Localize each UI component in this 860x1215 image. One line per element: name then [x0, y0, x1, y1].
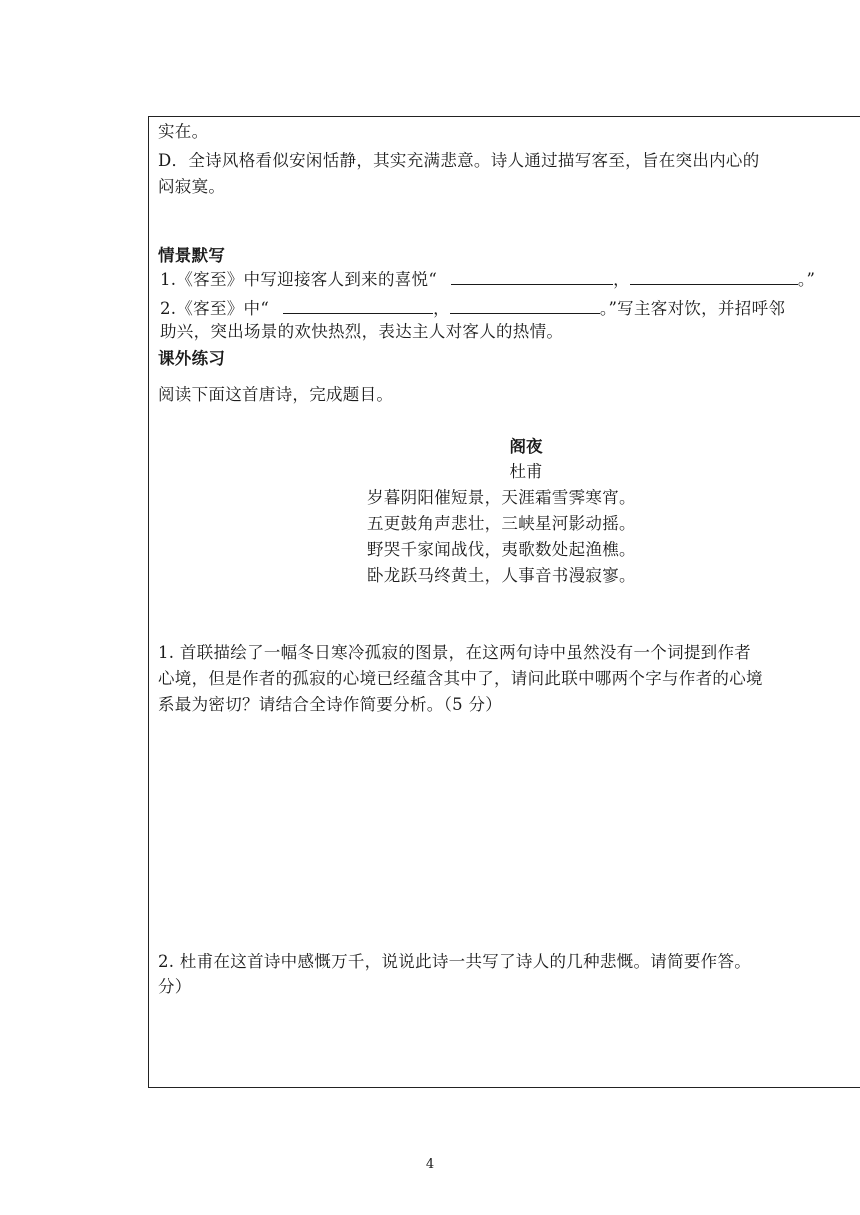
- q1-blank-2[interactable]: [630, 268, 798, 285]
- q1-prefix: 1.《客至》中写迎接客人到来的喜悦“: [160, 270, 438, 289]
- poem-line-3: 野哭千家闻战伐，夷歌数处起渔樵。: [367, 540, 636, 559]
- dictation-question-1: [160, 268, 815, 290]
- page-number: 4: [425, 1157, 435, 1172]
- q2-blank-2[interactable]: [450, 297, 600, 314]
- content-table-border: [148, 116, 860, 1088]
- q1-blank-1[interactable]: [451, 268, 613, 285]
- question-1-line-2: 心境，但是作者的孤寂的心境已经蕴含其中了，请问此联中哪两个字与作者的心境: [158, 669, 763, 688]
- reading-instruction: 阅读下面这首唐诗，完成题目。: [158, 385, 394, 404]
- poem-line-1: 岁暮阴阳催短景，天涯霜雪霁寒宵。: [367, 488, 636, 507]
- question-2-line-2: 分）: [158, 977, 192, 996]
- section-heading-dictation: 情景默写: [158, 246, 226, 265]
- continuation-text: 实在。: [158, 122, 209, 141]
- dictation-question-2: [160, 297, 785, 319]
- q1-end: 。”: [797, 270, 816, 289]
- poem-line-4: 卧龙跃马终黄土，人事音书漫寂寥。: [367, 566, 636, 585]
- dictation-question-2-continued: 助兴，突出场景的欢快热烈，表达主人对客人的热情。: [160, 322, 564, 341]
- q2-prefix: 2.《客至》中“: [160, 299, 270, 318]
- question-1-line-3: 系最为密切？请结合全诗作简要分析。（5 分）: [158, 695, 503, 714]
- question-1-line-1: 1. 首联描绘了一幅冬日寒冷孤寂的图景，在这两句诗中虽然没有一个词提到作者: [158, 643, 752, 662]
- section-heading-extra-practice: 课外练习: [158, 349, 226, 368]
- option-d-line-1: D．全诗风格看似安闲恬静，其实充满悲意。诗人通过描写客至，旨在突出内心的: [158, 151, 760, 170]
- q2-blank-1[interactable]: [283, 297, 433, 314]
- q2-comma: ，: [433, 299, 450, 318]
- option-d-line-2: 闷寂寞。: [158, 177, 226, 196]
- q2-end: 。”写主客对饮，并招呼邻: [599, 299, 786, 318]
- poem-line-2: 五更鼓角声悲壮，三峡星河影动摇。: [367, 514, 636, 533]
- question-2-line-1: 2. 杜甫在这首诗中感慨万千，说说此诗一共写了诗人的几种悲慨。请简要作答。: [158, 952, 752, 971]
- q1-comma: ，: [613, 270, 630, 289]
- poem-title: 阁夜: [509, 437, 543, 456]
- poem-author: 杜甫: [509, 462, 543, 481]
